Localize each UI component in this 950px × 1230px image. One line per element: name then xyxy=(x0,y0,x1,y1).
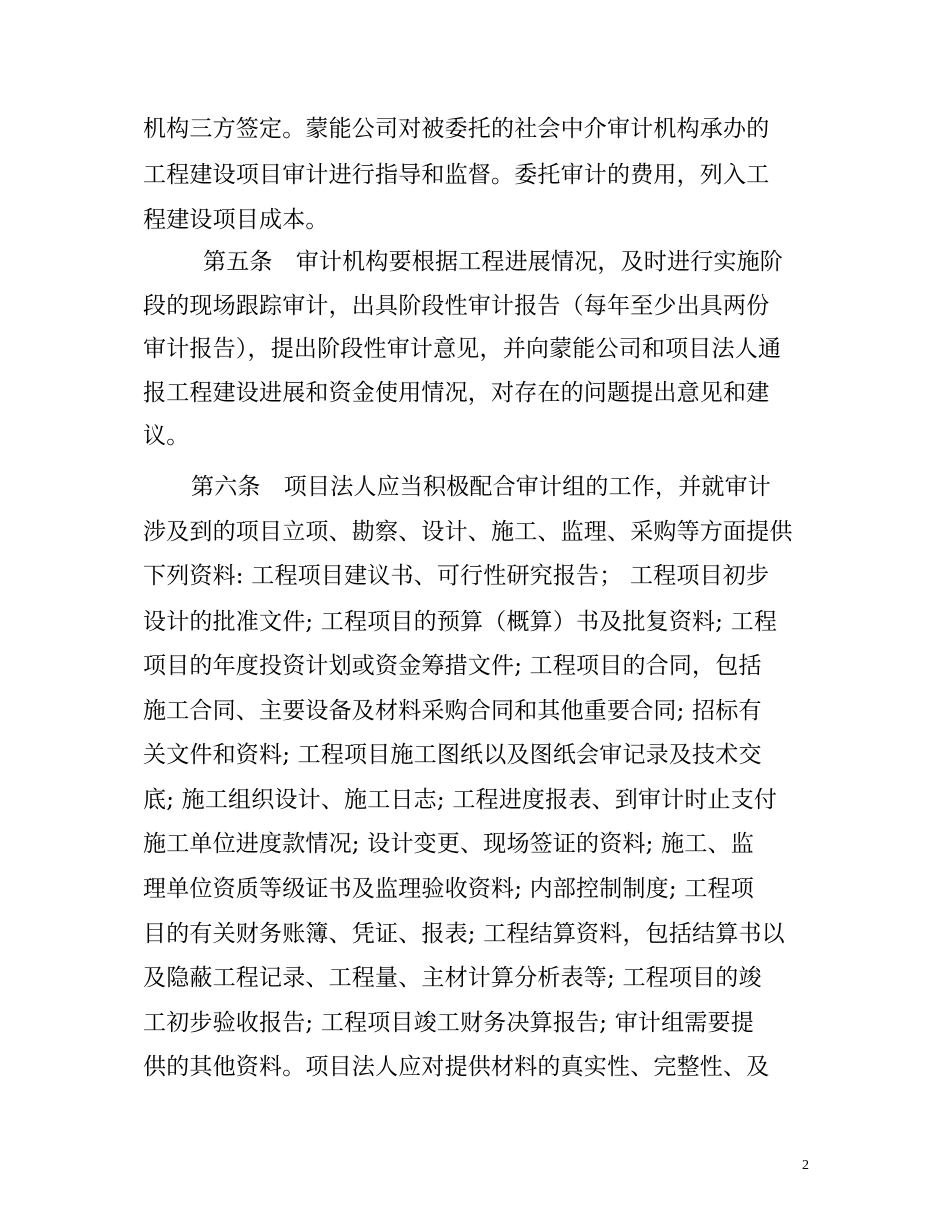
body-line-8: 议。 xyxy=(143,423,190,449)
body-line-15: 关文件和资料; 工程项目施工图纸以及图纸会审记录及技术交 xyxy=(143,742,762,768)
body-line-20: 及隐蔽工程记录、工程量、主材计算分析表等; 工程项目的竣 xyxy=(143,965,762,991)
body-line-2: 工程建设项目审计进行指导和监督。委托审计的费用，列入工 xyxy=(143,162,770,188)
body-line-12: 设计的批准文件; 工程项目的预算（概算）书及批复资料; 工程 xyxy=(143,609,778,635)
body-line-5: 段的现场跟踪审计，出具阶段性审计报告（每年至少出具两份 xyxy=(143,293,770,319)
body-line-10: 涉及到的项目立项、勘察、设计、施工、监理、采购等方面提供 xyxy=(143,519,793,545)
body-line-22: 供的其他资料。项目法人应对提供材料的真实性、完整性、及 xyxy=(143,1054,770,1080)
body-line-11: 下列资料: 工程项目建议书、可行性研究报告； 工程项目初步 xyxy=(143,563,770,589)
body-line-18: 理单位资质等级证书及监理验收资料; 内部控制制度; 工程项 xyxy=(143,876,754,902)
body-line-6: 审计报告），提出阶段性审计意见，并向蒙能公司和项目法人通 xyxy=(143,336,782,362)
body-line-17: 施工单位进度款情况; 设计变更、现场签证的资料; 施工、监 xyxy=(143,831,754,857)
body-line-1: 机构三方签定。蒙能公司对被委托的社会中介审计机构承办的 xyxy=(143,116,770,142)
article-5-heading-line: 第五条 审计机构要根据工程进展情况，及时进行实施阶 xyxy=(203,249,783,275)
body-line-21: 工初步验收报告; 工程项目竣工财务决算报告; 审计组需要提 xyxy=(143,1010,754,1036)
page-number: 2 xyxy=(802,1158,809,1173)
body-line-14: 施工合同、主要设备及材料采购合同和其他重要合同; 招标有 xyxy=(143,698,762,724)
body-line-3: 程建设项目成本。 xyxy=(143,207,329,233)
body-line-7: 报工程建设进展和资金使用情况，对存在的问题提出意见和建 xyxy=(143,380,770,406)
article-6-heading-line: 第六条 项目法人应当积极配合审计组的工作，并就审计 xyxy=(191,474,771,500)
body-line-19: 目的有关财务账簿、凭证、报表; 工程结算资料，包括结算书以 xyxy=(143,921,785,947)
body-line-16: 底; 施工组织设计、施工日志; 工程进度报表、到审计时止支付 xyxy=(143,787,778,813)
body-line-13: 项目的年度投资计划或资金筹措文件; 工程项目的合同，包括 xyxy=(143,653,762,679)
